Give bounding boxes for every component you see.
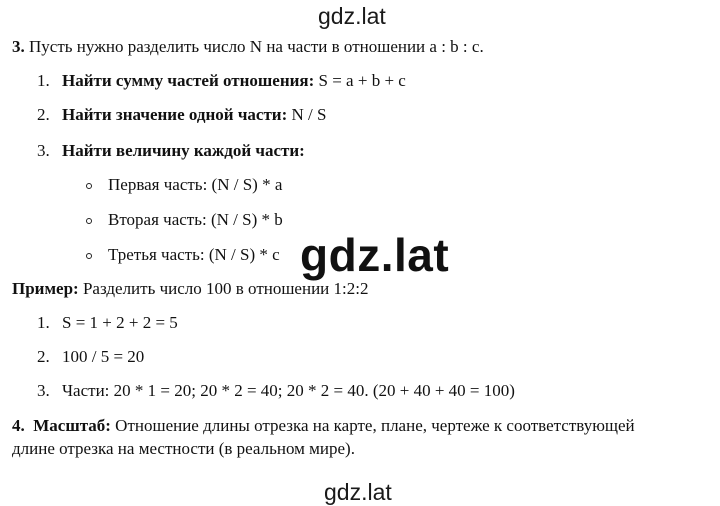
bullet-icon <box>86 183 92 189</box>
sub-item: Третья часть: (N / S) * c <box>108 245 280 264</box>
section-4-line2: длине отрезка на местности (в реальном мире). <box>12 439 355 458</box>
example-intro <box>12 279 368 299</box>
step-text: S = a + b + c <box>314 71 406 90</box>
step-content <box>62 71 406 91</box>
example-step-text: Части: 20 * 1 = 20; 20 * 2 = 40; 20 * 2 = 40. (20 + 40 + 40 = 100) <box>62 381 515 400</box>
step-content <box>62 105 327 125</box>
step-number: 1. <box>37 71 50 90</box>
sub-item: Вторая часть: (N / S) * b <box>108 210 283 229</box>
watermark-middle: gdz.lat <box>300 229 450 281</box>
step-number: 3. <box>37 141 50 160</box>
example-step-number: 2. <box>37 347 50 366</box>
example-label: Пример: <box>12 279 79 298</box>
watermark-top: gdz.lat <box>318 3 386 29</box>
step-content <box>62 141 305 161</box>
sub-item: Первая часть: (N / S) * a <box>108 175 283 194</box>
step-bold: Найти значение одной части: <box>62 105 288 124</box>
example-text: Разделить число 100 в отношении 1:2:2 <box>78 279 369 298</box>
example-step-text: S = 1 + 2 + 2 = 5 <box>62 313 178 332</box>
bullet-icon <box>86 218 92 224</box>
example-step-number: 3. <box>37 381 50 400</box>
step-text: N / S <box>287 105 327 124</box>
step-item <box>37 71 50 91</box>
example-step-number: 1. <box>37 313 50 332</box>
section-term: Масштаб: <box>33 416 111 435</box>
section-number: 3. <box>12 37 25 56</box>
step-number: 2. <box>37 105 50 124</box>
section-number: 4. <box>12 416 25 435</box>
step-item <box>37 105 50 125</box>
bullet-icon <box>86 253 92 259</box>
section-intro-text: Пусть нужно разделить число N на части в отношении a : b : c. <box>29 37 484 56</box>
section-def-line1: Отношение длины отрезка на карте, плане, чертеже к соответствующей <box>110 416 635 435</box>
step-bold: Найти величину каждой части: <box>62 141 305 160</box>
step-bold: Найти сумму частей отношения: <box>62 71 315 90</box>
section-3-intro <box>12 37 484 57</box>
example-step-text: 100 / 5 = 20 <box>62 347 145 366</box>
watermark-bottom: gdz.lat <box>324 479 392 505</box>
step-item <box>37 141 50 161</box>
section-4-line1 <box>12 416 635 436</box>
